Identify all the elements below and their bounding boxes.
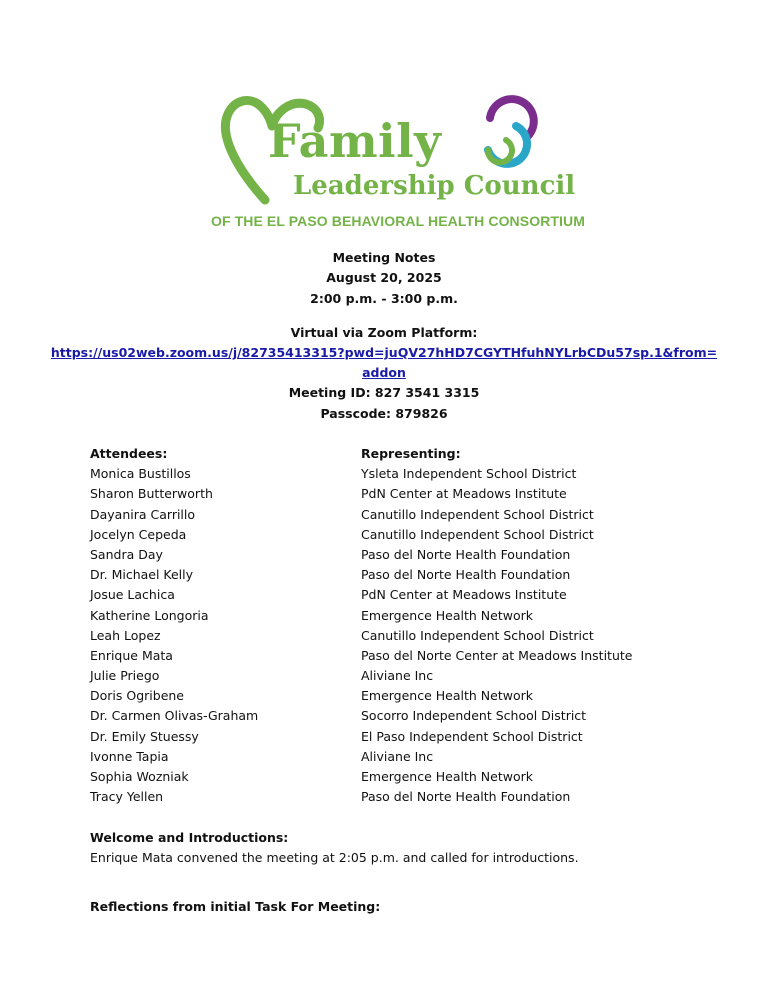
attendee-name: Tracy Yellen xyxy=(90,789,164,805)
attendee-organization: Canutillo Independent School District xyxy=(361,627,594,643)
attendee-name: Julie Priego xyxy=(90,668,160,684)
attendee-name: Dr. Carmen Olivas-Graham xyxy=(90,708,259,724)
attendee-row xyxy=(90,464,710,484)
attendee-organization: Emergence Health Network xyxy=(361,769,533,784)
doc-title: Meeting Notes xyxy=(332,250,436,265)
attendee-name: Dayanira Carrillo xyxy=(90,506,196,522)
attendee-organization: Socorro Independent School District xyxy=(361,708,587,724)
attendee-organization: Emergence Health Network xyxy=(361,607,533,623)
attendee-name: Ivonne Tapia xyxy=(90,748,169,764)
attendee-name: Katherine Longoria xyxy=(90,607,209,623)
attendee-row xyxy=(90,545,710,565)
attendees-header: Attendees: xyxy=(90,446,168,461)
zoom-link-line1[interactable] xyxy=(0,343,768,363)
attendee-row xyxy=(90,706,710,726)
attendee-row xyxy=(90,484,710,504)
attendee-name: Sophia Wozniak xyxy=(90,769,189,784)
attendees-table xyxy=(90,444,710,807)
zoom-link[interactable]: https://us02web.zoom.us/j/82735413315?pwd=juQV27hHD7CGYTHfuhNYLrbCDu57sp.1&from= xyxy=(50,345,718,360)
platform-label: Virtual via Zoom Platform: xyxy=(290,325,478,340)
logo-family-text: Family xyxy=(268,114,442,168)
attendee-organization: Ysleta Independent School District xyxy=(361,466,577,482)
attendee-row xyxy=(90,747,710,767)
attendee-row xyxy=(90,787,710,807)
attendee-organization: Canutillo Independent School District xyxy=(361,526,594,542)
attendee-row xyxy=(90,505,710,525)
purple-ring-icon xyxy=(490,99,534,136)
attendee-row xyxy=(90,727,710,747)
attendee-row xyxy=(90,565,710,585)
attendee-name: Josue Lachica xyxy=(90,587,175,603)
attendee-row xyxy=(90,585,710,605)
attendees-header-row xyxy=(90,444,710,464)
attendee-name: Leah Lopez xyxy=(90,627,161,643)
welcome-title: Welcome and Introductions: xyxy=(90,830,289,845)
zoom-link-continued[interactable]: addon xyxy=(362,365,406,380)
attendee-row xyxy=(90,525,710,545)
attendee-organization: PdN Center at Meadows Institute xyxy=(361,587,567,603)
attendee-row xyxy=(90,666,710,686)
attendee-name: Sharon Butterworth xyxy=(90,486,213,502)
attendee-organization: Aliviane Inc xyxy=(361,748,434,764)
attendee-organization: Paso del Norte Health Foundation xyxy=(361,546,571,562)
meeting-date: August 20, 2025 xyxy=(326,270,442,285)
reflections-title: Reflections from initial Task For Meeting: xyxy=(90,899,381,914)
attendee-name: Sandra Day xyxy=(90,546,163,562)
logo-subtitle: OF THE EL PASO BEHAVIORAL HEALTH CONSORTIUM xyxy=(211,213,586,229)
attendee-row xyxy=(90,767,710,787)
attendee-row xyxy=(90,646,710,666)
attendee-row xyxy=(90,686,710,706)
passcode: Passcode: 879826 xyxy=(320,406,448,421)
meeting-id: Meeting ID: 827 3541 3315 xyxy=(288,385,480,400)
welcome-text: Enrique Mata convened the meeting at 2:05 p.m. and called for introductions. xyxy=(90,850,579,865)
zoom-link-line2[interactable] xyxy=(0,363,768,383)
meeting-time: 2:00 p.m. - 3:00 p.m. xyxy=(310,291,458,306)
attendee-organization: Paso del Norte Health Foundation xyxy=(361,567,571,583)
attendee-row xyxy=(90,606,710,626)
attendee-name: Dr. Emily Stuessy xyxy=(90,728,199,744)
attendee-organization: El Paso Independent School District xyxy=(361,728,583,744)
attendee-organization: Emergence Health Network xyxy=(361,688,533,704)
attendee-organization: Paso del Norte Center at Meadows Institute xyxy=(361,647,633,663)
attendees-rows xyxy=(90,464,710,807)
representing-header: Representing: xyxy=(361,446,461,461)
attendee-organization: Canutillo Independent School District xyxy=(361,506,594,522)
attendee-name: Dr. Michael Kelly xyxy=(90,567,194,583)
attendee-name: Doris Ogribene xyxy=(90,688,184,704)
attendee-organization: Aliviane Inc xyxy=(361,668,434,684)
attendee-name: Jocelyn Cepeda xyxy=(90,526,187,542)
logo-leadership-text: Leadership Council xyxy=(293,171,576,201)
family-leadership-council-logo xyxy=(0,0,768,240)
attendee-row xyxy=(90,626,710,646)
attendee-organization: PdN Center at Meadows Institute xyxy=(361,486,567,502)
attendee-name: Enrique Mata xyxy=(90,647,173,663)
attendee-name: Monica Bustillos xyxy=(90,466,191,482)
attendee-organization: Paso del Norte Health Foundation xyxy=(361,789,571,805)
